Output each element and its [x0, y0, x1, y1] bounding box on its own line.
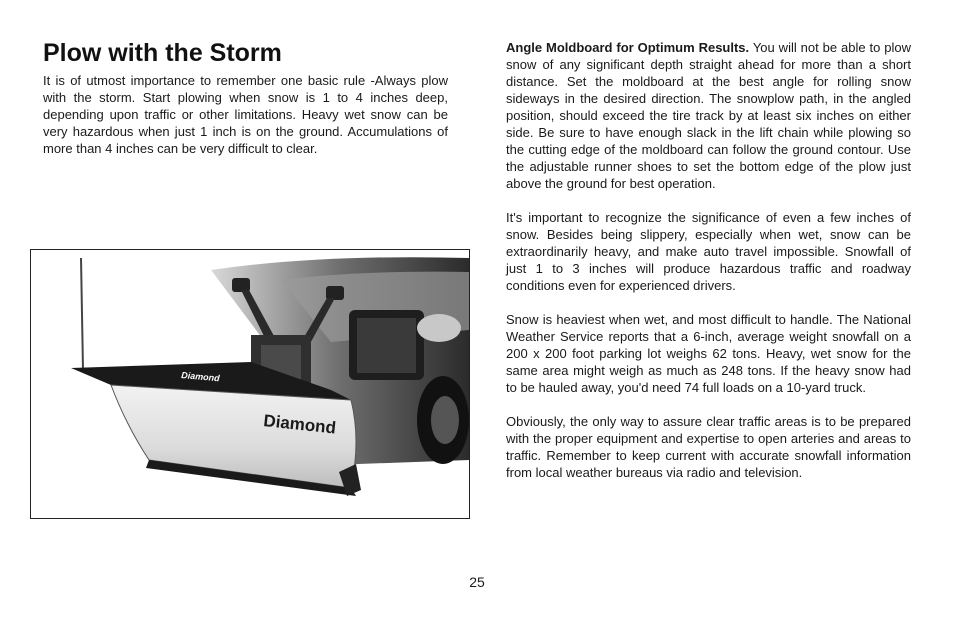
paragraph-wet-snow: Snow is heaviest when wet, and most difficult to handle. The National Weather Service reports that a 6-inch, average weight snowfall on a 200 x 200 foot parking lot weighs 62 tons. Heavy, wet snow for the same area might weigh as much as 248 tons. If the heavy snow had to be hauled away, you'd need 74 full loads on a 10-yard truck. — [506, 312, 911, 395]
page-title: Plow with the Storm — [43, 39, 282, 67]
plow-brand-main: Diamond — [262, 411, 337, 438]
paragraph-lead: Angle Moldboard for Optimum Results. — [506, 40, 750, 55]
plow-brand-top: Diamond — [180, 370, 221, 384]
page-number: 25 — [469, 574, 485, 590]
left-column — [43, 38, 448, 157]
right-column — [506, 39, 911, 498]
paragraph-preparation: Obviously, the only way to assure clear traffic areas is to be prepared with the proper equipment and expertise to open arteries and areas to traffic. Remember to keep current with accurate snowfall information from local weather bureaus via radio and television. — [506, 414, 911, 480]
paragraph-body: You will not be able to plow snow of any significant depth straight ahead for more than a short distance. Set the moldboard at the best angle for rolling snow sideways in the desired direction. The snowplow path, in the angled position, should exceed the tire track by at least six inches on either side. Be sure to have enough slack in the lift chain while plowing so the cutting edge of the moldboard can follow the ground contour. Use the adjustable runner shoes to set the bottom edge of the plow just above the ground for best operation. — [506, 40, 911, 191]
paragraph-angle-moldboard — [506, 39, 911, 192]
paragraph-significance: It's important to recognize the significance of even a few inches of snow. Besides being slippery, especially when wet, snow can be extraordinarily heavy, and make auto travel impossible. Snowfall of just 1 to 3 inches will produce hazardous traffic and roadway conditions even for experienced drivers. — [506, 210, 911, 293]
snowplow-photo — [30, 249, 470, 519]
intro-paragraph: It is of utmost importance to remember one basic rule -Always plow with the storm. Start plowing when snow is 1 to 4 inches deep, depending upon traffic or other limitations. Heavy wet snow can be very hazardous when just 1 inch is on the ground. Accumulations of more than 4 inches can be very difficult to clear. — [43, 73, 448, 156]
